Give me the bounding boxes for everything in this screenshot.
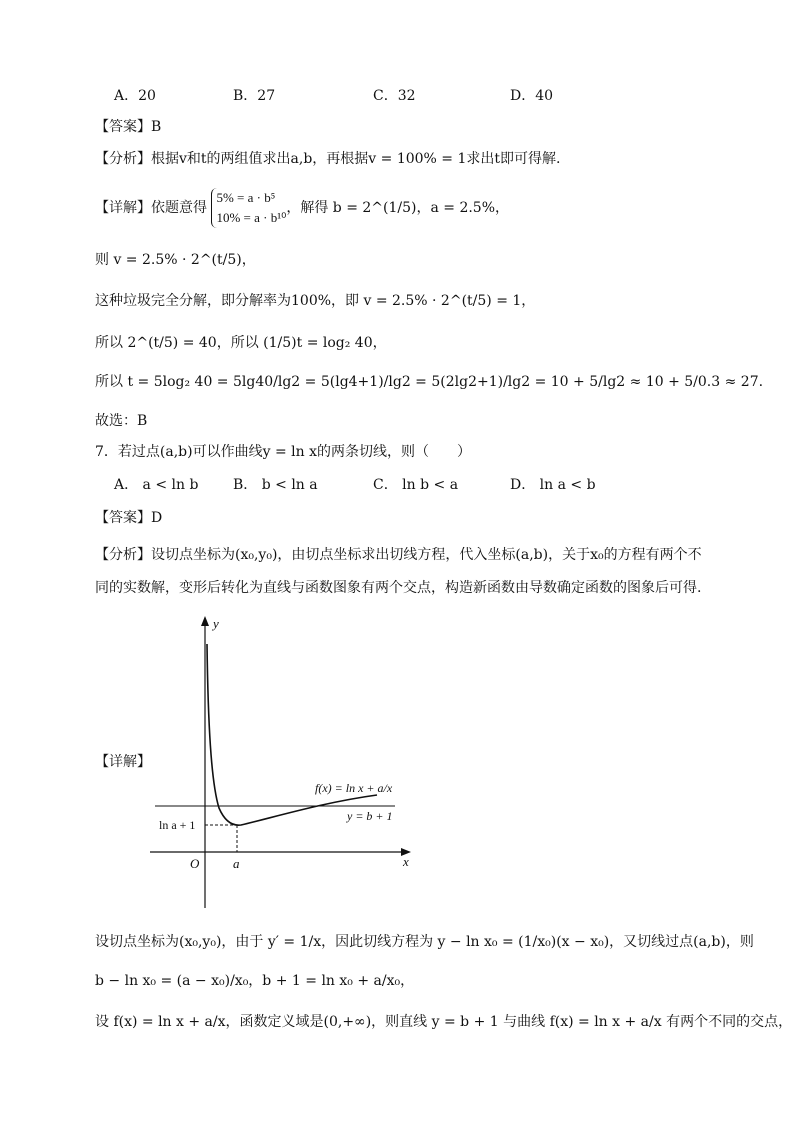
answer-tag: 【答案】 [95,119,151,135]
q6-option-d: D．40 [510,88,554,104]
analysis-tag: 【分析】 [95,547,151,563]
q7-option-d: D． ln a < b [510,477,596,493]
q7-analysis-line-1 [95,545,702,565]
q6-full-decompose: 这种垃圾完全分解，即分解率为100%，即 v = 2.5% · 2^(t/5) = 1， [95,293,536,309]
equation-system [211,188,286,228]
q7-detail-3: 设 f(x) = ln x + a/x，函数定义域是(0,+∞)，则直线 y = b + 1 与曲线 f(x) = ln x + a/x 有两个不同的交点， [95,1014,793,1030]
analysis-tag: 【分析】 [95,151,151,167]
q6-option-b: B．27 [233,88,276,104]
q6-option-a: A．20 [114,88,156,104]
analysis-text: 设切点坐标为(x₀,y₀)，由切点坐标求出切线方程，代入坐标(a,b)，关于x₀的方程有两个不 [151,547,702,563]
function-graph [145,612,415,912]
q7-option-b: B． b < ln a [233,477,318,493]
q6-choice: 故选：B [95,413,148,429]
q6-so-2: 所以 t = 5log₂ 40 = 5lg40/lg2 = 5(lg4+1)/lg2 = 5(2lg2+1)/lg2 = 10 + 5/lg2 ≈ 10 + 5/0.3 ≈ 27. [95,374,764,390]
analysis-text: 根据v和t的两组值求出a,b，再根据v = 100% = 1求出t即可得解. [151,151,561,167]
detail-solve: ，解得 b = 2^(1/5)，a = 2.5%， [286,200,510,216]
q6-answer [95,117,161,137]
q7-detail-1: 设切点坐标为(x₀,y₀)，由于 y′ = 1/x，因此切线方程为 y − ln x₀ = (1/x₀)(x − x₀)，又切线过点(a,b)，则 [95,934,754,950]
y-axis-arrow [201,616,209,626]
q7-option-c: C． ln b < a [373,477,459,493]
q7-answer [95,508,162,528]
q7-option-a: A． a < ln b [114,477,199,493]
q6-option-c: C．32 [373,88,416,104]
curve-label: f(x) = ln x + a/x [315,781,393,795]
curve-f [207,644,377,825]
line-label: y = b + 1 [347,809,393,823]
q7-analysis-line-2: 同的实数解，变形后转化为直线与函数图象有两个交点，构造新函数由导数确定函数的图象后可得. [95,580,702,596]
detail-lead: 依题意得 [151,200,207,216]
detail-tag: 【详解】 [95,200,151,216]
origin-label: O [190,856,200,871]
a-label: a [233,856,240,871]
q6-analysis [95,149,560,169]
min-value-label: ln a + 1 [159,818,196,832]
q6-detail [95,188,509,228]
answer-tag: 【答案】 [95,510,151,526]
q7-detail-tag: 【详解】 [95,754,151,770]
q7-question: 7．若过点(a,b)可以作曲线y = ln x的两条切线，则（ ） [95,444,471,460]
q7-detail-2: b − ln x₀ = (a − x₀)/x₀，b + 1 = ln x₀ + a/x₀， [95,973,415,989]
x-axis-label: x [403,854,409,869]
equation-row-1: 5% = a · b⁵ [216,190,276,205]
q6-so-1: 所以 2^(t/5) = 40，所以 (1/5)t = log₂ 40， [95,335,387,351]
answer-value: D [151,510,163,526]
answer-value: B [151,119,162,135]
equation-row-2: 10% = a · b¹⁰ [216,210,287,225]
q6-then: 则 v = 2.5% · 2^(t/5)， [95,252,256,268]
y-axis-label: y [213,616,219,631]
